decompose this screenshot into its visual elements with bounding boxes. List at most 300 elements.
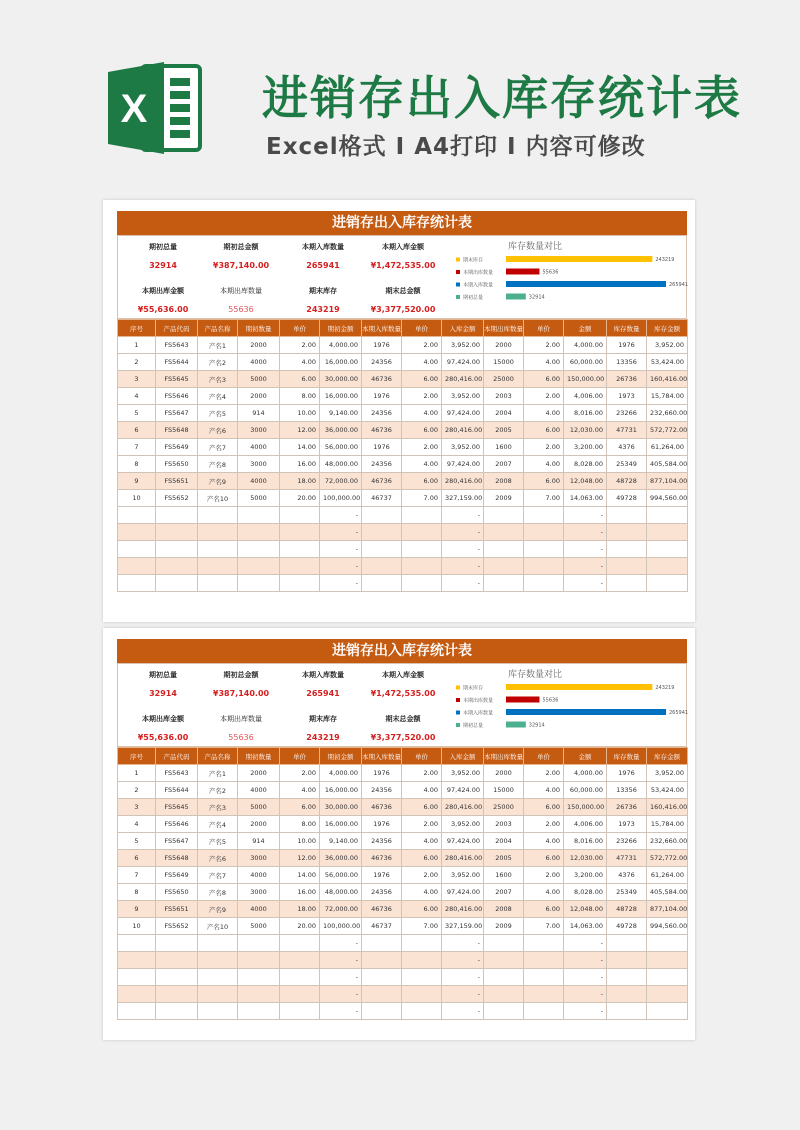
table-cell[interactable]: 994,560.00 <box>647 490 688 507</box>
table-cell[interactable]: 47731 <box>607 422 647 439</box>
table-cell[interactable] <box>524 952 564 969</box>
table-cell[interactable]: 10.00 <box>280 405 320 422</box>
table-cell[interactable] <box>280 575 320 592</box>
table-cell[interactable]: 4,006.00 <box>564 388 607 405</box>
table-cell[interactable]: 4000 <box>238 901 280 918</box>
table-cell[interactable]: 280,416.00 <box>442 901 484 918</box>
table-cell[interactable]: 2.00 <box>402 388 442 405</box>
table-cell[interactable]: 2.00 <box>402 816 442 833</box>
table-cell[interactable]: 2000 <box>484 337 524 354</box>
table-cell[interactable] <box>402 507 442 524</box>
table-cell[interactable]: 3,200.00 <box>564 439 607 456</box>
table-cell[interactable]: - <box>320 575 362 592</box>
table-cell[interactable]: 3,952.00 <box>647 765 688 782</box>
table-cell[interactable]: 2007 <box>484 456 524 473</box>
table-cell[interactable]: 3,952.00 <box>442 337 484 354</box>
table-cell[interactable] <box>280 541 320 558</box>
table-cell[interactable]: 280,416.00 <box>442 850 484 867</box>
table-cell[interactable]: 3,200.00 <box>564 867 607 884</box>
table-cell[interactable]: 3,952.00 <box>442 765 484 782</box>
table-cell[interactable]: 994,560.00 <box>647 918 688 935</box>
table-cell[interactable]: 1 <box>118 765 156 782</box>
table-cell[interactable]: 150,000.00 <box>564 799 607 816</box>
table-cell[interactable]: 5 <box>118 405 156 422</box>
table-cell[interactable]: 4.00 <box>524 354 564 371</box>
table-cell[interactable]: 46736 <box>362 422 402 439</box>
table-cell[interactable]: 8,028.00 <box>564 884 607 901</box>
table-cell[interactable]: - <box>442 541 484 558</box>
table-cell[interactable]: 24356 <box>362 405 402 422</box>
table-cell[interactable]: FS5643 <box>156 765 198 782</box>
table-cell[interactable] <box>198 524 238 541</box>
table-cell[interactable]: 5 <box>118 833 156 850</box>
table-cell[interactable] <box>484 952 524 969</box>
table-cell[interactable] <box>156 952 198 969</box>
table-cell[interactable]: 56,000.00 <box>320 439 362 456</box>
table-cell[interactable]: 1976 <box>362 439 402 456</box>
table-cell[interactable] <box>607 575 647 592</box>
table-cell[interactable]: - <box>442 935 484 952</box>
table-cell[interactable]: 46736 <box>362 799 402 816</box>
table-cell[interactable]: 7.00 <box>524 918 564 935</box>
table-cell[interactable]: 8,028.00 <box>564 456 607 473</box>
table-cell[interactable]: - <box>564 986 607 1003</box>
table-cell[interactable] <box>484 575 524 592</box>
table-cell[interactable]: 2009 <box>484 490 524 507</box>
table-cell[interactable] <box>607 524 647 541</box>
table-cell[interactable] <box>280 935 320 952</box>
table-cell[interactable]: 1 <box>118 337 156 354</box>
table-cell[interactable] <box>198 575 238 592</box>
table-cell[interactable] <box>362 935 402 952</box>
table-cell[interactable]: 产名4 <box>198 388 238 405</box>
table-cell[interactable]: 6.00 <box>524 422 564 439</box>
table-cell[interactable]: 4.00 <box>524 884 564 901</box>
table-cell[interactable] <box>524 575 564 592</box>
table-cell[interactable] <box>280 558 320 575</box>
table-cell[interactable] <box>362 969 402 986</box>
table-cell[interactable] <box>156 575 198 592</box>
table-cell[interactable]: 1600 <box>484 439 524 456</box>
table-cell[interactable]: 49728 <box>607 918 647 935</box>
table-cell[interactable]: 23266 <box>607 405 647 422</box>
table-cell[interactable]: 24356 <box>362 884 402 901</box>
table-cell[interactable]: 8.00 <box>280 388 320 405</box>
table-cell[interactable]: 4 <box>118 388 156 405</box>
table-cell[interactable]: 12.00 <box>280 422 320 439</box>
table-cell[interactable]: FS5648 <box>156 850 198 867</box>
table-cell[interactable] <box>280 952 320 969</box>
table-cell[interactable] <box>118 575 156 592</box>
table-cell[interactable] <box>118 1003 156 1020</box>
table-cell[interactable]: 2.00 <box>524 867 564 884</box>
table-cell[interactable]: FS5652 <box>156 490 198 507</box>
table-cell[interactable]: 15,784.00 <box>647 816 688 833</box>
table-cell[interactable] <box>607 558 647 575</box>
table-cell[interactable]: 3000 <box>238 456 280 473</box>
table-cell[interactable]: 15,784.00 <box>647 388 688 405</box>
table-cell[interactable]: 产名1 <box>198 765 238 782</box>
table-cell[interactable]: 4.00 <box>280 354 320 371</box>
table-cell[interactable]: 877,104.00 <box>647 473 688 490</box>
table-cell[interactable] <box>524 969 564 986</box>
table-cell[interactable]: 1976 <box>362 388 402 405</box>
table-cell[interactable] <box>647 507 688 524</box>
table-cell[interactable]: 160,416.00 <box>647 799 688 816</box>
table-cell[interactable]: 12,048.00 <box>564 473 607 490</box>
table-cell[interactable]: 16.00 <box>280 884 320 901</box>
table-cell[interactable]: 6.00 <box>524 850 564 867</box>
table-cell[interactable]: 2009 <box>484 918 524 935</box>
table-cell[interactable] <box>402 935 442 952</box>
table-cell[interactable]: 1976 <box>362 867 402 884</box>
table-cell[interactable]: 14,063.00 <box>564 918 607 935</box>
table-cell[interactable] <box>362 952 402 969</box>
table-cell[interactable]: - <box>320 524 362 541</box>
table-cell[interactable] <box>484 986 524 1003</box>
table-cell[interactable]: 2.00 <box>524 816 564 833</box>
table-cell[interactable] <box>647 986 688 1003</box>
table-cell[interactable]: - <box>442 969 484 986</box>
table-cell[interactable]: 56,000.00 <box>320 867 362 884</box>
table-cell[interactable] <box>647 1003 688 1020</box>
table-cell[interactable]: 3,952.00 <box>442 816 484 833</box>
table-cell[interactable]: 产名6 <box>198 850 238 867</box>
table-cell[interactable]: 6.00 <box>524 371 564 388</box>
table-cell[interactable]: 6.00 <box>524 799 564 816</box>
table-cell[interactable]: 4.00 <box>402 884 442 901</box>
table-cell[interactable]: 26736 <box>607 799 647 816</box>
table-cell[interactable]: 232,660.00 <box>647 405 688 422</box>
table-cell[interactable]: 6.00 <box>402 371 442 388</box>
table-cell[interactable] <box>402 541 442 558</box>
table-cell[interactable]: 48728 <box>607 901 647 918</box>
table-cell[interactable]: 4.00 <box>524 833 564 850</box>
table-cell[interactable]: 6.00 <box>280 371 320 388</box>
table-cell[interactable]: 7.00 <box>524 490 564 507</box>
table-cell[interactable]: 产名7 <box>198 439 238 456</box>
table-cell[interactable]: 20.00 <box>280 918 320 935</box>
table-cell[interactable]: 产名2 <box>198 354 238 371</box>
table-cell[interactable]: 2008 <box>484 901 524 918</box>
table-cell[interactable]: 877,104.00 <box>647 901 688 918</box>
table-cell[interactable]: 产名9 <box>198 473 238 490</box>
table-cell[interactable]: 2000 <box>484 765 524 782</box>
table-cell[interactable] <box>362 558 402 575</box>
table-cell[interactable] <box>238 507 280 524</box>
table-cell[interactable] <box>280 507 320 524</box>
table-cell[interactable] <box>607 986 647 1003</box>
table-cell[interactable] <box>238 1003 280 1020</box>
table-cell[interactable]: 61,264.00 <box>647 439 688 456</box>
table-cell[interactable]: 4.00 <box>402 456 442 473</box>
table-cell[interactable]: - <box>442 986 484 1003</box>
table-cell[interactable]: 4000 <box>238 782 280 799</box>
table-cell[interactable]: 3,952.00 <box>442 388 484 405</box>
table-cell[interactable]: 2.00 <box>524 388 564 405</box>
table-cell[interactable]: 1973 <box>607 816 647 833</box>
table-cell[interactable] <box>280 986 320 1003</box>
table-cell[interactable]: FS5651 <box>156 901 198 918</box>
table-cell[interactable] <box>402 524 442 541</box>
table-cell[interactable]: 2000 <box>238 765 280 782</box>
table-cell[interactable]: - <box>320 935 362 952</box>
table-cell[interactable]: 280,416.00 <box>442 473 484 490</box>
table-cell[interactable]: 8 <box>118 884 156 901</box>
table-cell[interactable]: FS5648 <box>156 422 198 439</box>
table-cell[interactable] <box>607 1003 647 1020</box>
table-cell[interactable]: 4000 <box>238 354 280 371</box>
table-cell[interactable]: 327,159.00 <box>442 490 484 507</box>
table-cell[interactable]: 产名2 <box>198 782 238 799</box>
table-cell[interactable] <box>484 1003 524 1020</box>
table-cell[interactable]: 8,016.00 <box>564 405 607 422</box>
table-cell[interactable]: 24356 <box>362 833 402 850</box>
table-cell[interactable]: 405,584.00 <box>647 456 688 473</box>
table-cell[interactable]: 232,660.00 <box>647 833 688 850</box>
table-cell[interactable] <box>156 541 198 558</box>
table-cell[interactable] <box>647 524 688 541</box>
table-cell[interactable]: 5000 <box>238 371 280 388</box>
table-cell[interactable]: 产名6 <box>198 422 238 439</box>
table-cell[interactable]: 46736 <box>362 901 402 918</box>
table-cell[interactable]: 160,416.00 <box>647 371 688 388</box>
table-cell[interactable] <box>402 1003 442 1020</box>
table-cell[interactable]: 9,140.00 <box>320 833 362 850</box>
table-cell[interactable]: - <box>564 541 607 558</box>
table-cell[interactable]: - <box>320 558 362 575</box>
table-cell[interactable]: 产名3 <box>198 371 238 388</box>
table-cell[interactable]: - <box>320 1003 362 1020</box>
table-cell[interactable]: 914 <box>238 405 280 422</box>
table-cell[interactable]: 3,952.00 <box>442 439 484 456</box>
table-cell[interactable]: 6.00 <box>402 850 442 867</box>
table-cell[interactable]: 914 <box>238 833 280 850</box>
table-cell[interactable]: 6.00 <box>402 473 442 490</box>
table-cell[interactable]: 25349 <box>607 884 647 901</box>
table-cell[interactable] <box>484 507 524 524</box>
table-cell[interactable]: 8,016.00 <box>564 833 607 850</box>
table-cell[interactable]: 405,584.00 <box>647 884 688 901</box>
table-cell[interactable]: 1976 <box>607 337 647 354</box>
table-cell[interactable]: 10.00 <box>280 833 320 850</box>
table-cell[interactable]: 2000 <box>238 388 280 405</box>
table-cell[interactable] <box>280 524 320 541</box>
table-cell[interactable]: 6.00 <box>524 473 564 490</box>
table-cell[interactable]: 13356 <box>607 354 647 371</box>
table-cell[interactable]: 3000 <box>238 884 280 901</box>
table-cell[interactable]: 12.00 <box>280 850 320 867</box>
table-cell[interactable]: FS5646 <box>156 816 198 833</box>
table-cell[interactable]: 97,424.00 <box>442 884 484 901</box>
table-cell[interactable]: 5000 <box>238 490 280 507</box>
table-cell[interactable]: 4.00 <box>402 354 442 371</box>
table-cell[interactable]: 46737 <box>362 918 402 935</box>
table-cell[interactable]: FS5645 <box>156 371 198 388</box>
table-cell[interactable] <box>156 558 198 575</box>
table-cell[interactable]: 25349 <box>607 456 647 473</box>
table-cell[interactable] <box>118 524 156 541</box>
table-cell[interactable] <box>607 935 647 952</box>
table-cell[interactable]: FS5650 <box>156 456 198 473</box>
table-cell[interactable]: FS5652 <box>156 918 198 935</box>
table-cell[interactable]: 6.00 <box>402 799 442 816</box>
table-cell[interactable]: 23266 <box>607 833 647 850</box>
table-cell[interactable]: FS5649 <box>156 867 198 884</box>
table-cell[interactable]: 2.00 <box>402 439 442 456</box>
table-cell[interactable]: - <box>442 558 484 575</box>
table-cell[interactable]: 5000 <box>238 799 280 816</box>
table-cell[interactable] <box>524 524 564 541</box>
table-cell[interactable]: 9,140.00 <box>320 405 362 422</box>
table-cell[interactable]: 12,030.00 <box>564 422 607 439</box>
table-cell[interactable]: 72,000.00 <box>320 473 362 490</box>
table-cell[interactable]: 2005 <box>484 850 524 867</box>
table-cell[interactable]: 2000 <box>238 337 280 354</box>
table-cell[interactable]: - <box>564 524 607 541</box>
table-cell[interactable]: FS5647 <box>156 405 198 422</box>
table-cell[interactable] <box>524 507 564 524</box>
table-cell[interactable]: 280,416.00 <box>442 799 484 816</box>
table-cell[interactable] <box>647 541 688 558</box>
table-cell[interactable]: - <box>442 507 484 524</box>
table-cell[interactable] <box>484 969 524 986</box>
table-cell[interactable]: 10 <box>118 490 156 507</box>
table-cell[interactable]: 产名9 <box>198 901 238 918</box>
table-cell[interactable]: 1976 <box>607 765 647 782</box>
table-cell[interactable]: 2007 <box>484 884 524 901</box>
table-cell[interactable] <box>156 1003 198 1020</box>
table-cell[interactable] <box>118 935 156 952</box>
table-cell[interactable]: 2.00 <box>524 765 564 782</box>
table-cell[interactable] <box>118 969 156 986</box>
table-cell[interactable]: 2004 <box>484 833 524 850</box>
table-cell[interactable]: 4.00 <box>402 405 442 422</box>
table-cell[interactable]: 14,063.00 <box>564 490 607 507</box>
table-cell[interactable]: 产名8 <box>198 884 238 901</box>
table-cell[interactable] <box>198 969 238 986</box>
table-cell[interactable] <box>524 935 564 952</box>
table-cell[interactable]: 2.00 <box>402 765 442 782</box>
table-cell[interactable] <box>362 507 402 524</box>
table-cell[interactable]: 6 <box>118 422 156 439</box>
table-cell[interactable] <box>647 558 688 575</box>
table-cell[interactable]: 1973 <box>607 388 647 405</box>
table-cell[interactable]: 6.00 <box>524 901 564 918</box>
table-cell[interactable]: 2003 <box>484 816 524 833</box>
table-cell[interactable]: - <box>564 575 607 592</box>
table-cell[interactable]: 30,000.00 <box>320 799 362 816</box>
table-cell[interactable]: 60,000.00 <box>564 782 607 799</box>
table-cell[interactable]: 产名10 <box>198 490 238 507</box>
table-cell[interactable]: 产名5 <box>198 833 238 850</box>
table-cell[interactable]: - <box>564 1003 607 1020</box>
table-cell[interactable]: 97,424.00 <box>442 405 484 422</box>
table-cell[interactable]: 15000 <box>484 782 524 799</box>
table-cell[interactable]: 20.00 <box>280 490 320 507</box>
table-cell[interactable]: 8 <box>118 456 156 473</box>
table-cell[interactable]: 产名5 <box>198 405 238 422</box>
table-cell[interactable] <box>647 575 688 592</box>
table-cell[interactable]: 10 <box>118 918 156 935</box>
table-cell[interactable] <box>118 507 156 524</box>
table-cell[interactable] <box>402 952 442 969</box>
table-cell[interactable]: 2.00 <box>524 337 564 354</box>
table-cell[interactable]: 46736 <box>362 371 402 388</box>
table-cell[interactable] <box>362 1003 402 1020</box>
table-cell[interactable]: 4.00 <box>524 405 564 422</box>
table-cell[interactable]: 7.00 <box>402 490 442 507</box>
table-cell[interactable] <box>198 507 238 524</box>
table-cell[interactable]: 16,000.00 <box>320 354 362 371</box>
table-cell[interactable]: 24356 <box>362 354 402 371</box>
table-cell[interactable] <box>118 541 156 558</box>
table-cell[interactable]: - <box>320 952 362 969</box>
table-cell[interactable]: 47731 <box>607 850 647 867</box>
table-cell[interactable]: 97,424.00 <box>442 833 484 850</box>
table-cell[interactable] <box>198 1003 238 1020</box>
table-cell[interactable]: 2004 <box>484 405 524 422</box>
table-cell[interactable]: - <box>442 1003 484 1020</box>
table-cell[interactable]: 产名1 <box>198 337 238 354</box>
table-cell[interactable]: - <box>442 524 484 541</box>
table-cell[interactable]: 1976 <box>362 337 402 354</box>
table-cell[interactable]: 4376 <box>607 867 647 884</box>
table-cell[interactable] <box>198 952 238 969</box>
table-cell[interactable]: 2.00 <box>280 765 320 782</box>
table-cell[interactable]: 60,000.00 <box>564 354 607 371</box>
table-cell[interactable]: 4,006.00 <box>564 816 607 833</box>
table-cell[interactable] <box>484 524 524 541</box>
table-cell[interactable]: 15000 <box>484 354 524 371</box>
table-cell[interactable]: 18.00 <box>280 473 320 490</box>
table-cell[interactable]: 46736 <box>362 850 402 867</box>
table-cell[interactable]: - <box>320 969 362 986</box>
table-cell[interactable]: 1976 <box>362 816 402 833</box>
table-cell[interactable]: FS5651 <box>156 473 198 490</box>
table-cell[interactable]: 2005 <box>484 422 524 439</box>
table-cell[interactable] <box>484 558 524 575</box>
table-cell[interactable] <box>362 541 402 558</box>
table-cell[interactable]: FS5649 <box>156 439 198 456</box>
table-cell[interactable] <box>198 986 238 1003</box>
table-cell[interactable]: 16,000.00 <box>320 782 362 799</box>
table-cell[interactable] <box>280 1003 320 1020</box>
table-cell[interactable]: 9 <box>118 901 156 918</box>
table-cell[interactable]: 2 <box>118 354 156 371</box>
table-cell[interactable]: 6.00 <box>402 422 442 439</box>
table-cell[interactable]: 572,772.00 <box>647 422 688 439</box>
table-cell[interactable]: 产名10 <box>198 918 238 935</box>
table-cell[interactable]: 2000 <box>238 816 280 833</box>
table-cell[interactable]: 30,000.00 <box>320 371 362 388</box>
table-cell[interactable]: 150,000.00 <box>564 371 607 388</box>
table-cell[interactable]: 7 <box>118 867 156 884</box>
table-cell[interactable] <box>607 969 647 986</box>
table-cell[interactable] <box>362 575 402 592</box>
table-cell[interactable]: 572,772.00 <box>647 850 688 867</box>
table-cell[interactable] <box>156 935 198 952</box>
table-cell[interactable]: 13356 <box>607 782 647 799</box>
table-cell[interactable]: 53,424.00 <box>647 354 688 371</box>
table-cell[interactable]: 3 <box>118 371 156 388</box>
table-cell[interactable] <box>198 935 238 952</box>
table-cell[interactable]: 4,000.00 <box>320 337 362 354</box>
table-cell[interactable] <box>402 986 442 1003</box>
table-cell[interactable] <box>156 986 198 1003</box>
table-cell[interactable] <box>198 558 238 575</box>
table-cell[interactable]: 53,424.00 <box>647 782 688 799</box>
